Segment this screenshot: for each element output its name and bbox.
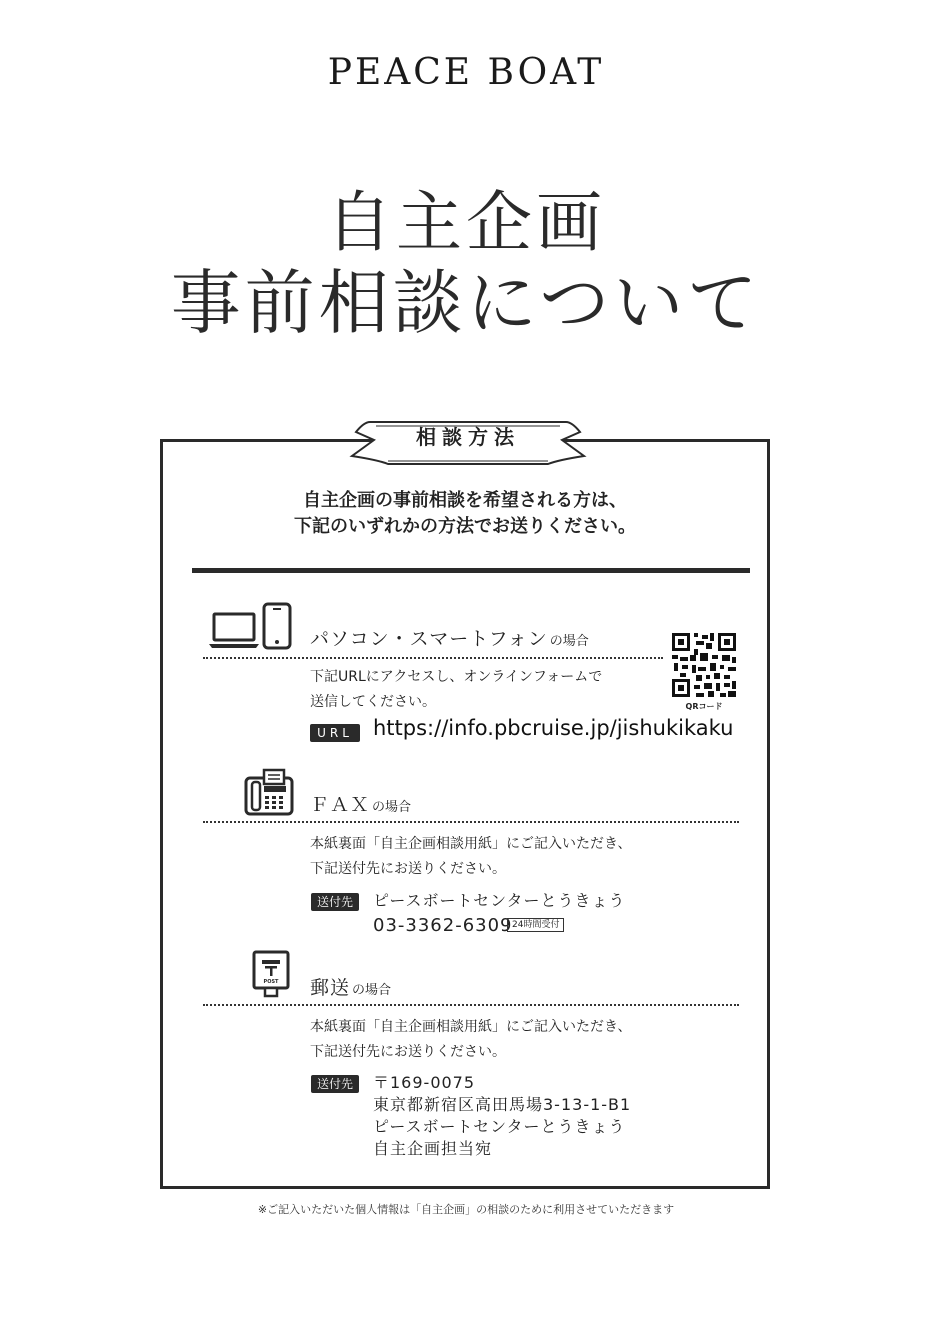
pc-section-title-text: パソコン・スマートフォン: [310, 628, 548, 650]
smartphone-icon: [262, 602, 292, 650]
mail-desc-line1: 本紙裏面「自主企画相談用紙」にご記入いただき、: [310, 1019, 632, 1035]
pc-desc-line2: 送信してください。: [310, 694, 436, 710]
fax-section-title: [310, 790, 411, 817]
brand-logo: PEACE BOAT: [327, 52, 605, 93]
privacy-note: ※ご記入いただいた個人情報は「自主企画」の相談のために利用させていただきます: [257, 1203, 675, 1216]
pc-dotted-rule: [203, 657, 663, 659]
post-box-icon: [251, 950, 291, 998]
hours-badge: 24時間受付: [507, 918, 564, 932]
fax-destination: ピースボートセンターとうきょう: [373, 891, 626, 910]
mail-send-tag: 送付先: [311, 1075, 359, 1093]
consultation-url-link[interactable]: https://info.pbcruise.jp/jishukikaku: [373, 716, 734, 740]
fax-desc-line2: 下記送付先にお送りください。: [310, 861, 506, 877]
mail-section-title: [310, 973, 391, 1000]
intro-line1: 自主企画の事前相談を希望される方は、: [303, 490, 627, 511]
mail-address: 東京都新宿区高田馬場3-13-1-B1: [373, 1095, 632, 1114]
intro-line2: 下記のいずれかの方法でお送りください。: [294, 516, 636, 537]
method-label: 相談方法: [416, 425, 520, 449]
fax-dotted-rule: [203, 821, 739, 823]
pc-desc-line1: 下記URLにアクセスし、オンラインフォームで: [310, 669, 603, 685]
section-divider: [192, 568, 750, 573]
page-title-line1: 自主企画: [326, 184, 606, 261]
mail-dotted-rule: [203, 1004, 739, 1006]
fax-icon: [244, 768, 294, 816]
mail-section-title-text: 郵送: [310, 977, 351, 999]
fax-send-tag: 送付先: [311, 893, 359, 911]
pc-section-suffix: の場合: [549, 634, 589, 649]
mail-destination: ピースボートセンターとうきょう: [373, 1117, 626, 1136]
fax-desc-line1: 本紙裏面「自主企画相談用紙」にご記入いただき、: [310, 836, 632, 852]
post-box-label: POST: [263, 979, 279, 985]
laptop-icon: [208, 610, 260, 650]
qr-code-label: QRコード: [685, 702, 723, 711]
fax-section-suffix: の場合: [372, 800, 412, 815]
page-title-line2: 事前相談について: [170, 262, 762, 344]
mail-desc-line2: 下記送付先にお送りください。: [310, 1044, 506, 1060]
fax-number: 03-3362-6309: [373, 915, 513, 936]
mail-attention: 自主企画担当宛: [373, 1139, 493, 1158]
pc-section-title: [310, 624, 589, 651]
qr-code-icon: [670, 631, 738, 699]
url-tag: URL: [310, 724, 360, 742]
mail-postal-code: 〒169-0075: [373, 1073, 476, 1092]
fax-section-title-text: ＦＡＸ: [310, 794, 371, 816]
mail-section-suffix: の場合: [352, 983, 392, 998]
